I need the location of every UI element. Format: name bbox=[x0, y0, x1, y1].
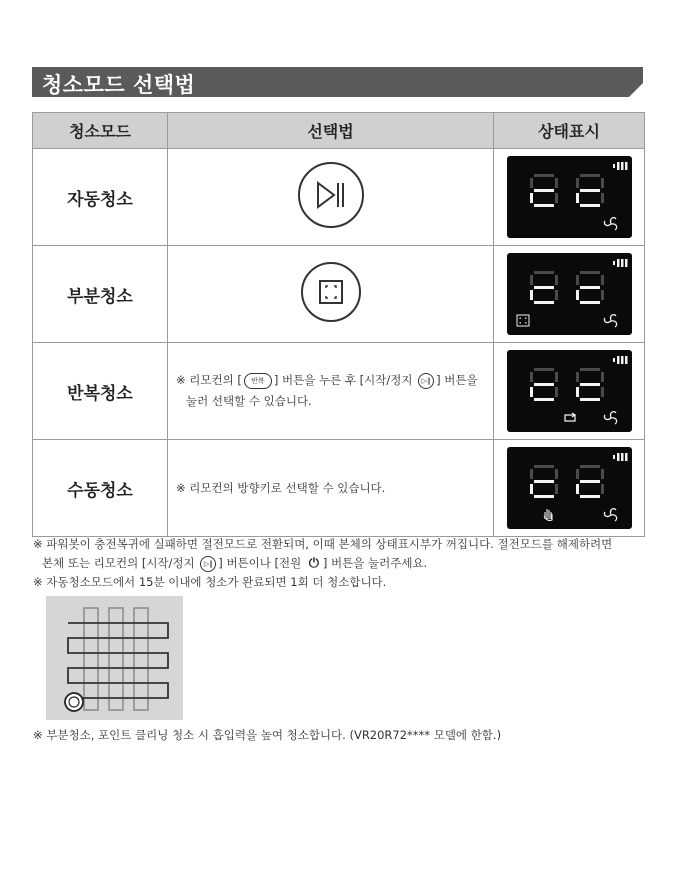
battery-bar-icon bbox=[625, 162, 628, 170]
segment-upper-left bbox=[530, 469, 533, 479]
method-instruction: ※ 리모컨의 [ 반복 ] 버튼을 누른 후 [시작/정지 ▷‖ ] 버튼을 bbox=[176, 373, 478, 387]
note-auto-repeat: ※ 자동청소모드에서 15분 이내에 청소가 완료되면 1회 더 청소합니다. bbox=[33, 575, 387, 589]
battery-tip-icon bbox=[613, 455, 615, 459]
method-cell: ※ 리모컨의 방향키로 선택할 수 있습니다. bbox=[168, 440, 494, 537]
segment-middle bbox=[534, 480, 554, 483]
segment-lower-right bbox=[601, 193, 604, 203]
section-title-bar bbox=[32, 67, 643, 97]
segment-bottom bbox=[534, 301, 554, 304]
segment-lower-right bbox=[555, 290, 558, 300]
note-power-saving-2: 본체 또는 리모컨의 [시작/정지 ▷‖ ] 버튼이나 [전원 ⏻ ] 버튼을 눌러주세요. bbox=[42, 555, 428, 571]
segment-bottom bbox=[580, 495, 600, 498]
method-cell bbox=[168, 343, 494, 440]
segment-lower-right bbox=[555, 387, 558, 397]
segment-upper-right bbox=[555, 178, 558, 188]
lcd-background bbox=[507, 156, 632, 238]
method-cell bbox=[168, 149, 494, 246]
status-cell bbox=[494, 149, 645, 246]
segment-bottom bbox=[534, 204, 554, 207]
segment-bottom bbox=[534, 495, 554, 498]
segment-bottom bbox=[580, 301, 600, 304]
header-method: 선택법 bbox=[168, 113, 494, 149]
segment-upper-left bbox=[530, 372, 533, 382]
segment-top bbox=[580, 174, 600, 177]
lcd-display bbox=[507, 253, 632, 335]
segment-lower-right bbox=[555, 193, 558, 203]
table-row bbox=[33, 440, 645, 537]
segment-middle bbox=[534, 286, 554, 289]
segment-upper-right bbox=[601, 178, 604, 188]
header-mode: 청소모드 bbox=[33, 113, 168, 149]
table-row bbox=[33, 149, 645, 246]
segment-lower-right bbox=[601, 387, 604, 397]
method-cell bbox=[168, 246, 494, 343]
note-spot-suction: ※ 부분청소, 포인트 클리닝 청소 시 흡입력을 높여 청소합니다. (VR20R72**** 모델에 한함.) bbox=[33, 728, 502, 742]
segment-lower-left bbox=[576, 193, 579, 203]
repeat-button-icon: 반복 bbox=[244, 373, 272, 389]
segment-upper-left bbox=[530, 178, 533, 188]
segment-middle bbox=[580, 480, 600, 483]
table-row bbox=[33, 246, 645, 343]
battery-bar-icon bbox=[625, 259, 628, 267]
segment-lower-left bbox=[576, 387, 579, 397]
battery-tip-icon bbox=[613, 261, 615, 265]
mode-name-spot: 부분청소 bbox=[33, 246, 168, 343]
segment-lower-left bbox=[576, 484, 579, 494]
segment-lower-left bbox=[530, 484, 533, 494]
segment-top bbox=[580, 271, 600, 274]
lcd-display bbox=[507, 350, 632, 432]
segment-top bbox=[580, 368, 600, 371]
battery-tip-icon bbox=[613, 164, 615, 168]
segment-middle bbox=[580, 383, 600, 386]
mode-table bbox=[32, 112, 645, 537]
battery-bar-icon bbox=[625, 453, 628, 461]
segment-top bbox=[534, 271, 554, 274]
battery-bar-icon bbox=[617, 259, 620, 267]
segment-lower-left bbox=[530, 290, 533, 300]
status-cell bbox=[494, 440, 645, 537]
battery-bar-icon bbox=[617, 162, 620, 170]
segment-top bbox=[534, 174, 554, 177]
segment-upper-right bbox=[555, 372, 558, 382]
battery-bar-icon bbox=[621, 356, 624, 364]
table-header-row bbox=[33, 113, 645, 149]
segment-middle bbox=[534, 189, 554, 192]
cleaning-pattern-illustration bbox=[46, 596, 183, 720]
segment-upper-left bbox=[576, 469, 579, 479]
segment-bottom bbox=[534, 398, 554, 401]
segment-lower-right bbox=[601, 484, 604, 494]
segment-upper-right bbox=[601, 372, 604, 382]
play-pause-small-icon: ▷‖ bbox=[200, 556, 216, 572]
segment-upper-left bbox=[530, 275, 533, 285]
segment-upper-right bbox=[555, 469, 558, 479]
battery-bar-icon bbox=[617, 356, 620, 364]
note-power-saving: ※ 파워봇이 충전복귀에 실패하면 절전모드로 전환되며, 이때 본체의 상태표시부가 꺼집니다. 절전모드를 해제하려면 bbox=[33, 537, 613, 551]
zigzag-pattern-graphic bbox=[46, 596, 183, 720]
mode-name-auto: 자동청소 bbox=[33, 149, 168, 246]
segment-top bbox=[580, 465, 600, 468]
play-pause-icon bbox=[296, 160, 366, 230]
segment-middle bbox=[534, 383, 554, 386]
segment-upper-left bbox=[576, 275, 579, 285]
method-instruction-line2: 눌러 선택할 수 있습니다. bbox=[186, 394, 312, 408]
table-row bbox=[33, 343, 645, 440]
segment-middle bbox=[580, 189, 600, 192]
segment-top bbox=[534, 368, 554, 371]
battery-bar-icon bbox=[625, 356, 628, 364]
segment-lower-right bbox=[555, 484, 558, 494]
segment-upper-left bbox=[576, 178, 579, 188]
battery-bar-icon bbox=[621, 162, 624, 170]
segment-upper-right bbox=[555, 275, 558, 285]
spot-icon bbox=[299, 260, 363, 324]
segment-top bbox=[534, 465, 554, 468]
segment-upper-right bbox=[601, 469, 604, 479]
battery-bar-icon bbox=[621, 453, 624, 461]
power-icon: ⏻ bbox=[308, 555, 320, 571]
mode-name-repeat: 반복청소 bbox=[33, 343, 168, 440]
lcd-display bbox=[507, 447, 632, 529]
play-pause-small-icon: ▷‖ bbox=[418, 373, 434, 389]
segment-lower-left bbox=[576, 290, 579, 300]
lcd-display bbox=[507, 156, 632, 238]
segment-lower-left bbox=[530, 193, 533, 203]
status-cell bbox=[494, 343, 645, 440]
robot-icon bbox=[62, 690, 85, 713]
segment-upper-right bbox=[601, 275, 604, 285]
segment-middle bbox=[580, 286, 600, 289]
battery-tip-icon bbox=[613, 358, 615, 362]
segment-lower-left bbox=[530, 387, 533, 397]
segment-lower-right bbox=[601, 290, 604, 300]
battery-bar-icon bbox=[617, 453, 620, 461]
lcd-background bbox=[507, 350, 632, 432]
segment-upper-left bbox=[576, 372, 579, 382]
battery-bar-icon bbox=[621, 259, 624, 267]
mode-name-manual: 수동청소 bbox=[33, 440, 168, 537]
segment-bottom bbox=[580, 398, 600, 401]
lcd-background bbox=[507, 447, 632, 529]
segment-bottom bbox=[580, 204, 600, 207]
status-cell bbox=[494, 246, 645, 343]
header-status: 상태표시 bbox=[494, 113, 645, 149]
page-title: 청소모드 선택법 bbox=[42, 73, 196, 97]
